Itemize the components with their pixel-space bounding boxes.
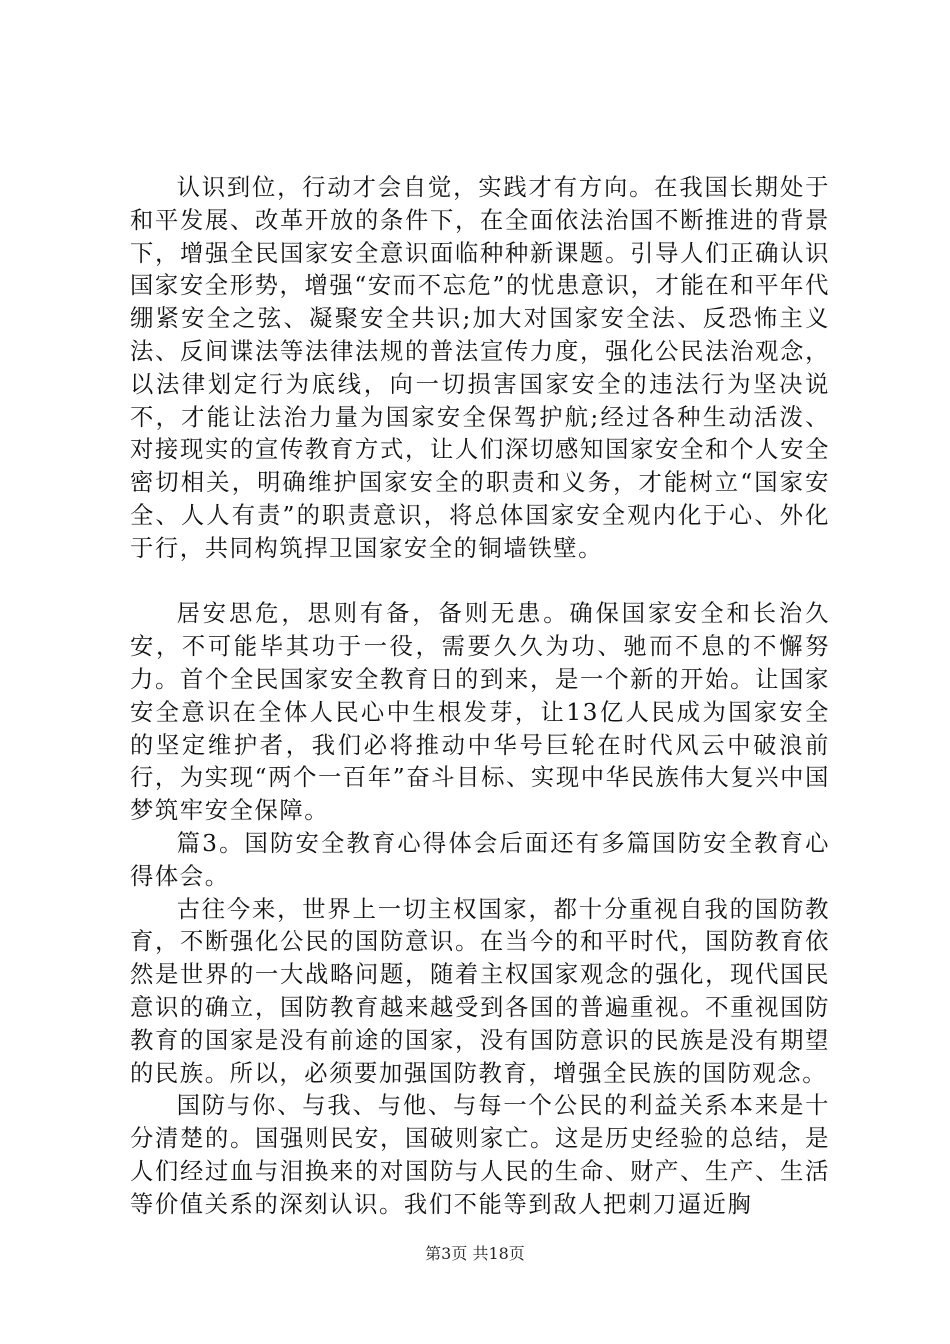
paragraph-section-heading: 篇3。国防安全教育心得体会后面还有多篇国防安全教育心得体会。 [130,829,830,890]
document-body [130,172,830,1222]
paragraph-national-defense-education: 古往今来，世界上一切主权国家，都十分重视自我的国防教育，不断强化公民的国防意识。在当今的和平时代，国防教育依然是世界的一大战略问题，随着主权国家观念的强化，现代国民意识的确立，国防教育越来越受到各国的普遍重视。不重视国防教育的国家是没有前途的国家，没有国防意识的民族是没有期望的民族。所以，必须要加强国防教育，增强全民族的国防观念。 [130,895,830,1087]
paragraph-spacer [130,566,830,599]
paragraph-legal-awareness: 认识到位，行动才会自觉，实践才有方向。在我国长期处于和平发展、改革开放的条件下，在全面依法治国不断推进的背景下，增强全民国家安全意识面临种种新课题。引导人们正确认识国家安全形势，增强“安而不忘危”的忧患意识，才能在和平年代绷紧安全之弦、凝聚安全共识;加大对国家安全法、反恐怖主义法、反间谍法等法律法规的普法宣传力度，强化公民法治观念，以法律划定行为底线，向一切损害国家安全的违法行为坚决说不，才能让法治力量为国家安全保驾护航;经过各种生动活泼、对接现实的宣传教育方式，让人们深切感知国家安全和个人安全密切相关，明确维护国家安全的职责和义务，才能树立“国家安全、人人有责”的职责意识，将总体国家安全观内化于心、外化于行，共同构筑捍卫国家安全的铜墙铁壁。 [130,174,830,562]
page-number-footer: 第3页 共18页 [425,1244,525,1263]
paragraph-defense-and-citizens: 国防与你、与我、与他、与每一个公民的利益关系本来是十分清楚的。国强则民安，国破则家亡。这是历史经验的总结，是人们经过血与泪换来的对国防与人民的生命、财产、生产、生活等价值关系的深刻认识。我们不能等到敌人把刺刀逼近胸 [130,1092,830,1218]
paragraph-vigilance: 居安思危，思则有备，备则无患。确保国家安全和长治久安，不可能毕其功于一役，需要久久为功、驰而不息的不懈努力。首个全民国家安全教育日的到来，是一个新的开始。让国家安全意识在全体人民心中生根发芽，让13亿人民成为国家安全的坚定维护者，我们必将推动中华号巨轮在时代风云中破浪前行，为实现“两个一百年”奋斗目标、实现中华民族伟大复兴中国梦筑牢安全保障。 [130,600,830,825]
